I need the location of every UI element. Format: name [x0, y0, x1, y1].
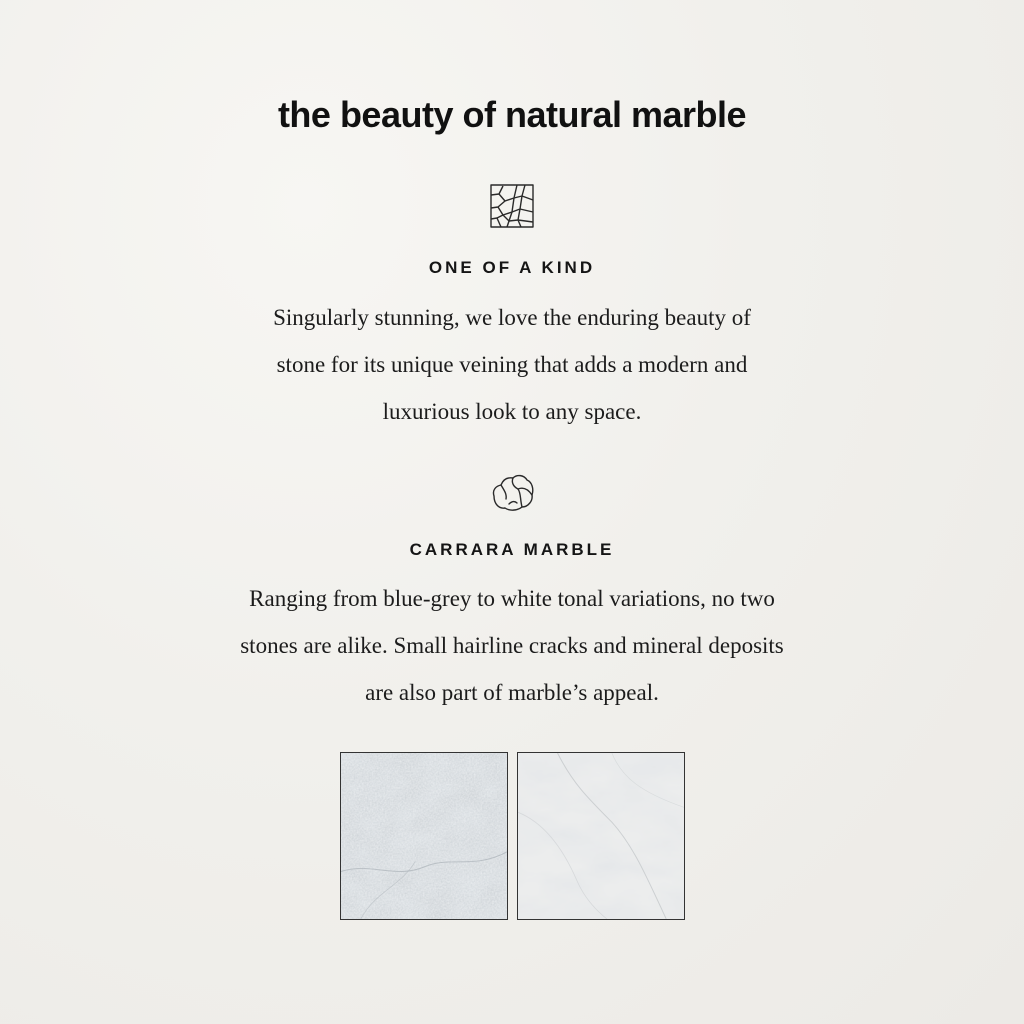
white-marble-swatch [517, 752, 685, 920]
section-text-carrara-marble [137, 575, 887, 716]
section-heading-one-of-a-kind: ONE OF A KIND [428, 258, 596, 277]
text-line: Ranging from blue-grey to white tonal variations, no two [249, 586, 775, 611]
section-text-one-of-a-kind [162, 294, 862, 435]
cracked-square-icon [487, 182, 537, 230]
section-heading-carrara-marble: CARRARA MARBLE [409, 540, 615, 559]
text-line: stone for its unique veining that adds a modern and [276, 352, 748, 377]
text-line: luxurious look to any space. [382, 399, 642, 424]
text-line: are also part of marble’s appeal. [365, 680, 659, 705]
page-title: the beauty of natural marble [277, 94, 747, 135]
blue-grey-marble-swatch [340, 752, 508, 920]
text-line: Singularly stunning, we love the enduring beauty of [273, 305, 751, 330]
text-line: stones are alike. Small hairline cracks and mineral deposits [240, 633, 784, 658]
stone-icon [487, 468, 537, 516]
